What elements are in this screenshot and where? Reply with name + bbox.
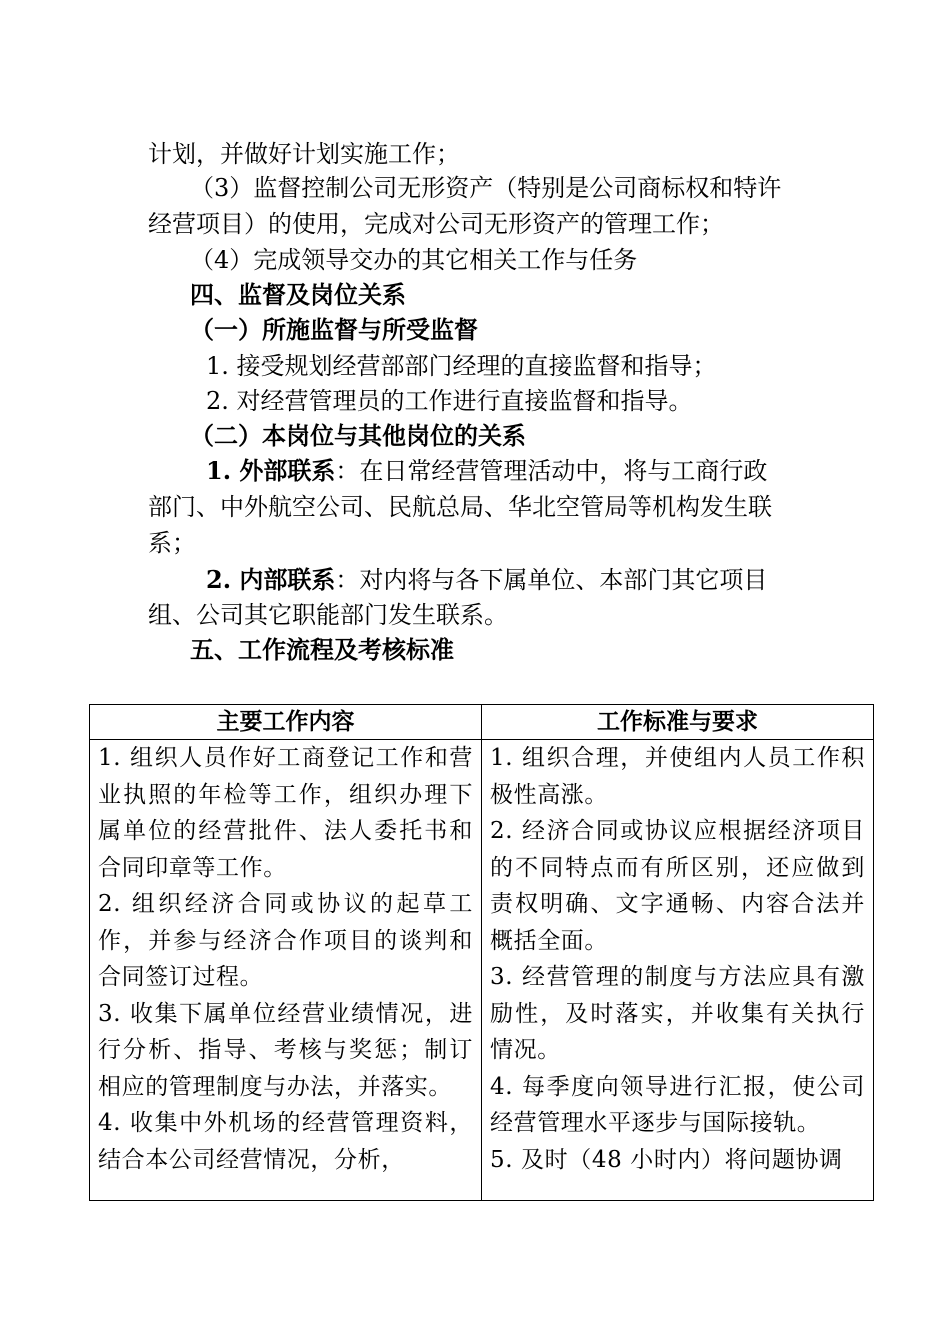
body-text-line: 组、公司其它职能部门发生联系。: [148, 601, 508, 629]
header-standards: 工作标准与要求: [482, 705, 874, 740]
standard-item: 4. 每季度向领导进行汇报，使公司经营管理水平逐步与国际接轨。: [490, 1073, 865, 1136]
body-text-line: （3）监督控制公司无形资产（特别是公司商标权和特许: [190, 174, 782, 202]
standard-item: 2. 经济合同或协议应根据经济项目的不同特点而有所区别，还应做到责权明确、文字通畅、内容合法并概括全面。: [490, 818, 865, 954]
header-main-work: 主要工作内容: [90, 705, 482, 740]
body-text-line: 经营项目）的使用，完成对公司无形资产的管理工作；: [148, 210, 724, 238]
table-header-row: [90, 705, 874, 740]
main-work-item: 4. 收集中外机场的经营管理资料，结合本公司经营情况，分析，: [98, 1110, 473, 1173]
supervision-item: 2. 对经营管理员的工作进行直接监督和指导。: [206, 387, 693, 415]
body-text-line: 系；: [148, 529, 196, 557]
standard-item: 3. 经营管理的制度与方法应具有激励性，及时落实，并收集有关执行情况。: [490, 964, 865, 1063]
internal-relations-label: 2. 内部联系: [206, 565, 336, 594]
external-relations-label: 1. 外部联系: [206, 456, 336, 485]
body-text-line: 部门、中外航空公司、民航总局、华北空管局等机构发生联: [148, 493, 772, 521]
subsection-heading-relations: （二）本岗位与其他岗位的关系: [190, 421, 526, 450]
work-standards-table: [89, 704, 874, 1201]
internal-relations-line: [206, 562, 767, 598]
section-heading-5: 五、工作流程及考核标准: [190, 635, 454, 664]
supervision-item: 1. 接受规划经营部部门经理的直接监督和指导；: [206, 352, 717, 380]
table-row: [90, 740, 874, 1201]
body-text-line: （4）完成领导交办的其它相关工作与任务: [190, 246, 638, 274]
external-relations-text: ：在日常经营管理活动中，将与工商行政: [335, 457, 768, 485]
standard-item: 1. 组织合理，并使组内人员工作积极性高涨。: [490, 745, 865, 808]
standard-item: 5. 及时（48 小时内）将问题协调: [490, 1146, 843, 1173]
standards-cell: [482, 740, 874, 1201]
main-work-item: 1. 组织人员作好工商登记工作和营业执照的年检等工作，组织办理下属单位的经营批件、法人委托书和合同印章等工作。: [98, 745, 473, 881]
external-relations-line: [206, 453, 767, 489]
internal-relations-text: ：对内将与各下属单位、本部门其它项目: [335, 566, 768, 594]
body-text-line: 计划，并做好计划实施工作；: [148, 140, 460, 168]
main-work-item: 2. 组织经济合同或协议的起草工作，并参与经济合作项目的谈判和合同签订过程。: [98, 891, 473, 990]
main-work-item: 3. 收集下属单位经营业绩情况，进行分析、指导、考核与奖惩；制订相应的管理制度与办法，并落实。: [98, 1000, 473, 1100]
subsection-heading-supervision: （一）所施监督与所受监督: [190, 315, 478, 344]
main-work-cell: [90, 740, 482, 1201]
section-heading-4: 四、监督及岗位关系: [190, 280, 406, 309]
